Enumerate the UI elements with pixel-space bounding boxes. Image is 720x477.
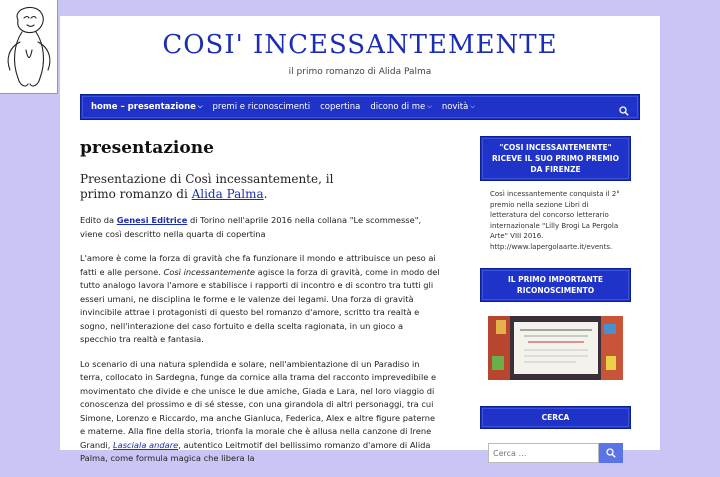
page-container <box>60 16 660 463</box>
paragraph-scenario <box>80 358 442 466</box>
main-nav <box>80 94 640 120</box>
main-content <box>80 138 442 477</box>
nav-item-premi[interactable] <box>207 102 315 112</box>
site-title[interactable]: COSI' INCESSANTEMENTE <box>162 30 558 60</box>
paragraph-text: Lo scenario di una natura splendida e solare, nell'ambientazione di un Paradiso in terra, collocato in Sardegna, funge da cornice alla trama del racconto imprevedibile e movimentato che divide e che unisce le due amiche, Giada e Lara, nel loro viaggio di conoscenza del prossimo e di sé stesse, con una girandola di altri personaggi, tra cui Simone, Lorenzo e Riccardo, ma anche Gianluca, Federica, Alex e altre figure paterne e materne. Alla fine della storia, trionfa la morale che è allusa nella canzone di Irene Grandi, <box>80 358 437 450</box>
paragraph-text: di Torino nell'aprile 2016 nella collana "Le scommesse", viene così descritto nella quarta di copertina <box>80 215 422 239</box>
nav-item-label: home – presentazione <box>91 102 196 112</box>
monkey-sketch-icon <box>0 0 57 93</box>
chevron-down-icon: ⌵ <box>197 103 203 110</box>
widget-title-riconoscimento: IL PRIMO IMPORTANTE RICONOSCIMENTO <box>480 268 631 302</box>
nav-item-novita[interactable] <box>437 102 480 112</box>
subtitle-text: Presentazione di Così incessantemente, il primo romanzo di <box>80 172 334 201</box>
nav-item-label: premi e riconoscimenti <box>212 102 311 112</box>
site-tagline: il primo romanzo di Alida Palma <box>288 67 432 77</box>
page-title: presentazione <box>80 138 214 158</box>
nav-item-copertina[interactable] <box>315 102 365 112</box>
paragraph-text: , autentico Leitmotif del bellissimo romanzo d'amore di Alida Palma, come formula magica che libera la <box>80 439 431 463</box>
chevron-down-icon: ⌵ <box>427 103 432 110</box>
paragraph-text: agisce la forza di gravità, come in modo del tutto analogo lavora l'amore e stabilisce i rapporti di incontro e di scontro tra tutti gli esseri umani, ne disciplina le forme e le valenze dei legami. Una forza di gravità invincibile attrae i protagonisti di questo bel romanzo d'amore, scritto tra realtà e sogno, nell'interazione del caso fortuito e della scelta ragionata, in un gioco a specchio tra realtà e fantasia. <box>80 266 440 344</box>
nav-item-home[interactable] <box>81 102 207 112</box>
paragraph-text: L'amore è come la forza di gravità che fa funzionare il mondo e attribuisce un peso ai fatti e alle persone. <box>80 253 436 277</box>
award-photo-icon <box>488 316 623 380</box>
sidebar-search-form <box>488 443 623 463</box>
site-logo[interactable] <box>0 0 58 94</box>
author-link[interactable]: Alida Palma <box>191 187 264 201</box>
publisher-link[interactable]: Genesi Editrice <box>116 215 188 225</box>
nav-item-dicono-di-me[interactable] <box>365 102 436 112</box>
nav-item-label: dicono di me <box>370 102 426 112</box>
book-title-emphasis: Così incessantemente <box>163 266 255 277</box>
paragraph-text: Edito da <box>80 215 117 225</box>
search-icon <box>606 448 616 458</box>
song-link[interactable]: Lasciala andare <box>113 439 179 450</box>
widget-text-premio: Così incessantemente conquista il 2° premio nella sezione Libri di letteratura del concorso letterario internazionale "Lilly Brogi La Pergola Arte" VIII 2016. http://www.lapergolaarte.it/events. <box>490 190 620 251</box>
widget-title-premio: "COSI INCESSANTEMENTE" RICEVE IL SUO PRIMO PREMIO DA FIRENZE <box>480 136 631 181</box>
nav-item-label: novità <box>441 102 469 112</box>
page-subtitle <box>80 172 370 202</box>
nav-item-label: copertina <box>320 102 361 112</box>
chevron-down-icon: ⌵ <box>470 103 475 110</box>
nav-search-button[interactable] <box>619 101 629 120</box>
subtitle-suffix: . <box>263 187 268 201</box>
search-button[interactable] <box>599 443 623 463</box>
search-icon <box>619 106 629 116</box>
paragraph-description <box>80 252 442 347</box>
sidebar <box>480 136 631 463</box>
paragraph-publisher <box>80 214 442 241</box>
search-input[interactable] <box>488 443 599 463</box>
widget-title-cerca: CERCA <box>480 406 631 429</box>
award-image[interactable] <box>488 316 623 380</box>
